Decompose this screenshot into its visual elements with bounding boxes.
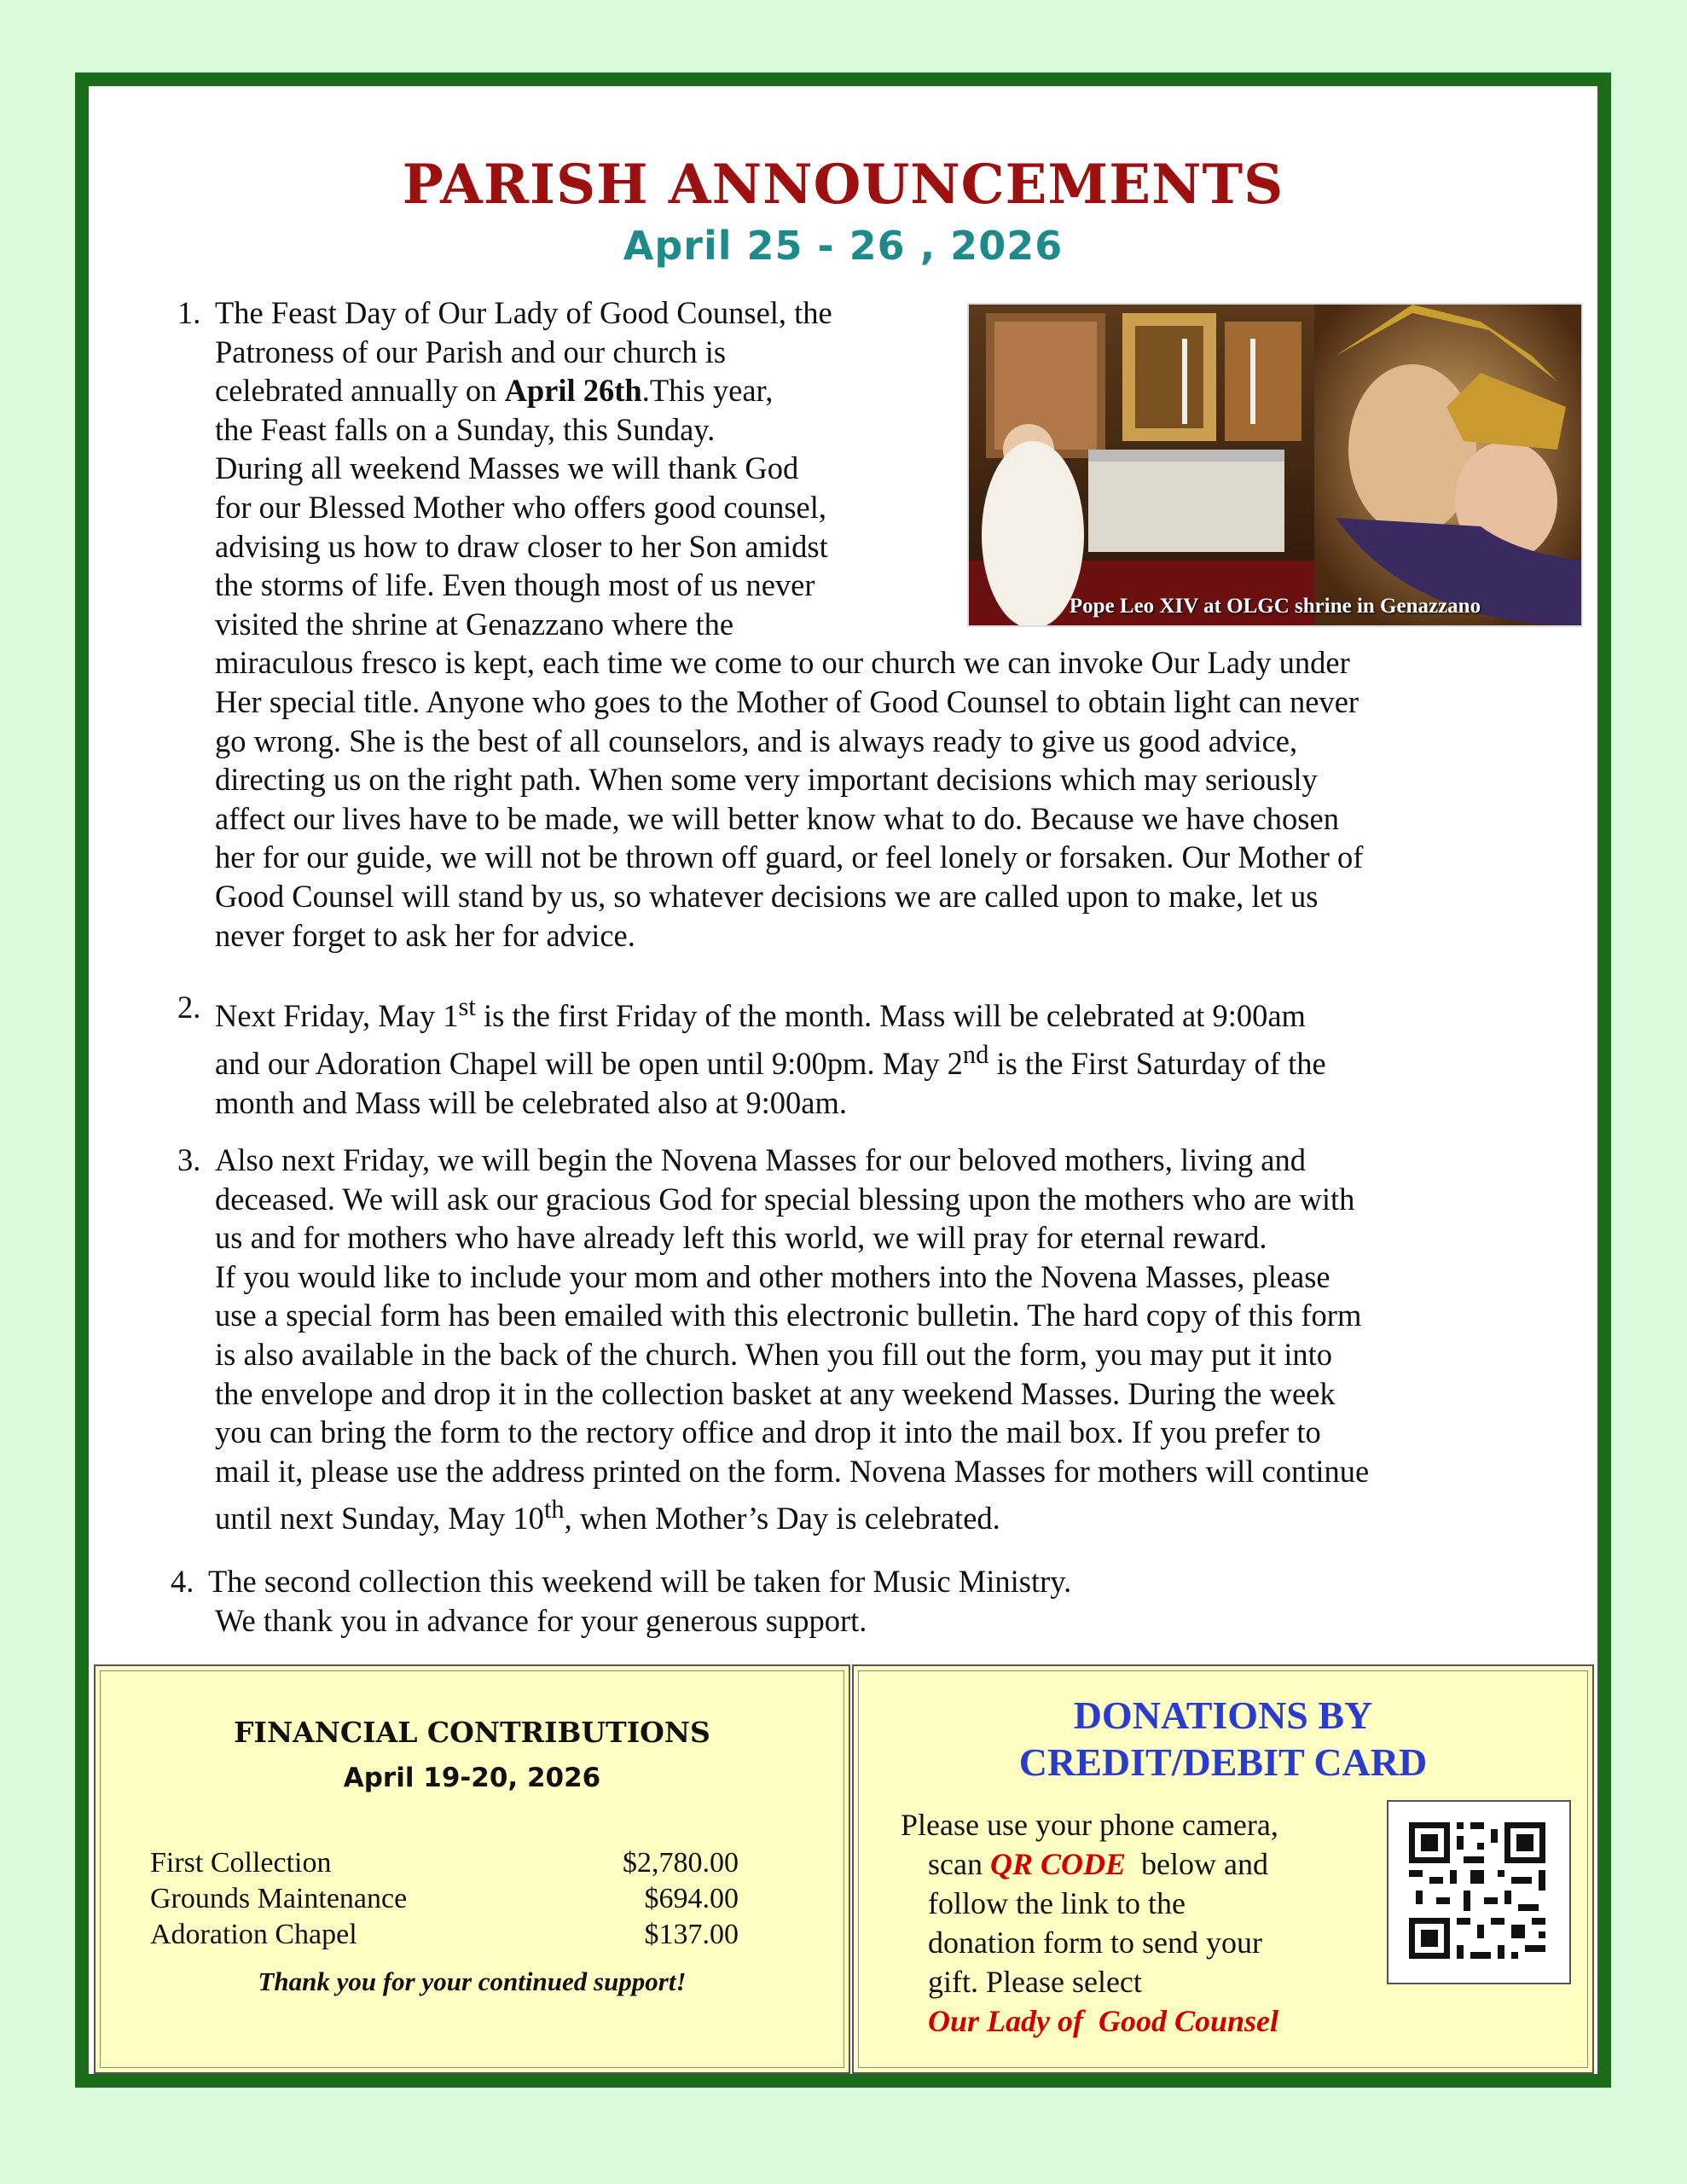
announcement-3-line: us and for mothers who have already left this world, we will pray for eternal reward. xyxy=(215,1220,1267,1256)
announcement-3-number: 3. xyxy=(177,1142,201,1177)
announcement-1-line: her for our guide, we will not be thrown off guard, or feel lonely or forsaken. Our Mother of xyxy=(215,839,1364,875)
announcement-1-line: go wrong. She is the best of all counselors, and is always ready to give us good advice, xyxy=(215,723,1298,758)
announcement-4 xyxy=(171,1562,1494,1640)
announcement-1-text: celebrated annually on xyxy=(215,373,505,409)
announcement-1-line: Patroness of our Parish and our church is xyxy=(215,334,727,369)
announcement-1-text: .This year, xyxy=(641,373,774,409)
feast-date: April 26th xyxy=(504,373,642,409)
donations-text: scan xyxy=(928,1847,990,1881)
announcement-3-line: use a special form has been emailed with this electronic bulletin. The hard copy of this form xyxy=(215,1298,1362,1333)
donation-qr-code[interactable] xyxy=(1387,1800,1571,1984)
announcement-1-line: miraculous fresco is kept, each time we come to our church we can invoke Our Lady under xyxy=(215,645,1350,681)
announcement-2-number: 2. xyxy=(177,990,201,1025)
announcement-1-line: directing us on the right path. When some very important decisions which may seriously xyxy=(215,762,1318,798)
announcement-1-number: 1. xyxy=(177,295,201,330)
financial-thanks: Thank you for your continued support! xyxy=(258,1966,687,1996)
announcement-2-line xyxy=(215,1036,1545,1083)
donations-text: below and xyxy=(1126,1847,1268,1881)
announcement-3 xyxy=(177,1141,1580,1538)
announcement-2-text: is the First Saturday of the xyxy=(988,1045,1326,1081)
announcement-3-line: mail it, please use the address printed on the form. Novena Masses for mothers will continue xyxy=(215,1453,1370,1489)
announcement-1-line: affect our lives have to be made, we will better know what to do. Because we have chosen xyxy=(215,800,1339,836)
ordinal-suffix: nd xyxy=(962,1039,989,1069)
financial-row-amount: $2,780.00 xyxy=(623,1847,739,1879)
donations-line: donation form to send your xyxy=(928,1926,1262,1960)
announcement-3-line: the envelope and drop it in the collection basket at any weekend Masses. During the week xyxy=(215,1375,1336,1411)
announcement-2-line: month and Mass will be celebrated also at 9:00am. xyxy=(215,1084,847,1120)
announcement-3-line xyxy=(215,1490,1580,1538)
announcement-2-text: and our Adoration Chapel will be open until 9:00pm. May 2 xyxy=(215,1045,963,1081)
announcement-1-line: Her special title. Anyone who goes to the Mother of Good Counsel to obtain light can never xyxy=(215,683,1359,719)
financial-row xyxy=(150,1847,739,1879)
announcement-2-text: Next Friday, May 1 xyxy=(215,998,459,1034)
announcement-3-line: you can bring the form to the rectory office and drop it into the mail box. If you prefer to xyxy=(215,1414,1321,1450)
announcement-3-line: Also next Friday, we will begin the Novena Masses for our beloved mothers, living and xyxy=(215,1142,1306,1177)
financial-row xyxy=(150,1919,739,1951)
financial-contributions-box xyxy=(94,1664,850,2074)
announcement-3-line: is also available in the back of the church. When you fill out the form, you may put it into xyxy=(215,1336,1332,1372)
announcement-4-line: The second collection this weekend will be taken for Music Ministry. xyxy=(208,1564,1072,1599)
financial-row-label: Adoration Chapel xyxy=(150,1919,357,1950)
announcement-2 xyxy=(177,988,1545,1122)
financial-row xyxy=(150,1883,739,1915)
donations-line xyxy=(901,1844,1378,1884)
announcement-4-number: 4. xyxy=(171,1564,194,1599)
bulletin-frame xyxy=(75,73,1611,2088)
announcement-1-line: Good Counsel will stand by us, so whatever decisions we are called upon to make, let us xyxy=(215,878,1319,914)
ordinal-suffix: th xyxy=(543,1495,565,1525)
announcement-1 xyxy=(177,293,1494,955)
announcement-3-text: until next Sunday, May 10 xyxy=(215,1501,544,1536)
announcement-3-line: deceased. We will ask our gracious God for special blessing upon the mothers who are with xyxy=(215,1181,1355,1217)
announcement-3-line: If you would like to include your mom and other mothers into the Novena Masses, please xyxy=(215,1258,1330,1294)
financial-row-amount: $137.00 xyxy=(644,1919,739,1950)
page-date: April 25 - 26 , 2026 xyxy=(623,223,1064,269)
announcement-2-text: is the first Friday of the month. Mass will be celebrated at 9:00am xyxy=(475,998,1306,1034)
announcement-1-line: During all weekend Masses we will thank God xyxy=(215,450,799,486)
announcement-1-line: the Feast falls on a Sunday, this Sunday. xyxy=(215,411,716,447)
announcement-4-line: We thank you in advance for your generous support. xyxy=(215,1602,867,1638)
photo-caption: Pope Leo XIV at OLGC shrine in Genazzano xyxy=(1069,595,1481,618)
announcement-1-line: The Feast Day of Our Lady of Good Counsel, the xyxy=(215,295,832,330)
financial-row-label: Grounds Maintenance xyxy=(150,1883,408,1914)
qr-code-label: QR CODE xyxy=(989,1847,1126,1881)
donations-line: follow the link to the xyxy=(928,1886,1186,1920)
announcement-1-line: advising us how to draw closer to her Son amidst xyxy=(215,528,828,564)
announcement-1-line: never forget to ask her for advice. xyxy=(215,917,635,953)
ordinal-suffix: st xyxy=(458,992,476,1021)
announcement-1-line xyxy=(215,371,1494,410)
donations-title-line: CREDIT/DEBIT CARD xyxy=(1018,1740,1428,1784)
page-title: PARISH ANNOUNCEMENTS xyxy=(402,153,1284,217)
donations-line: gift. Please select xyxy=(928,1965,1142,1999)
parish-selection-name: Our Lady of Good Counsel xyxy=(928,2004,1279,2038)
donations-box xyxy=(852,1664,1594,2074)
donations-line: Please use your phone camera, xyxy=(901,1808,1278,1842)
donations-title-line: DONATIONS BY xyxy=(1073,1693,1373,1737)
announcement-1-line: for our Blessed Mother who offers good counsel, xyxy=(215,489,827,525)
announcement-1-line: visited the shrine at Genazzano where the xyxy=(215,606,734,642)
announcement-2-line xyxy=(215,988,1545,1036)
donations-instructions xyxy=(901,1805,1378,2041)
financial-date: April 19-20, 2026 xyxy=(343,1763,601,1793)
qr-code-icon xyxy=(1388,1802,1566,1979)
announcement-3-text: , when Mother’s Day is celebrated. xyxy=(564,1501,1000,1536)
financial-row-label: First Collection xyxy=(150,1847,332,1879)
announcement-1-line: the storms of life. Even though most of us never xyxy=(215,567,815,603)
donations-title xyxy=(854,1692,1592,1786)
financial-row-amount: $694.00 xyxy=(644,1883,739,1914)
financial-title: FINANCIAL CONTRIBUTIONS xyxy=(234,1716,710,1749)
